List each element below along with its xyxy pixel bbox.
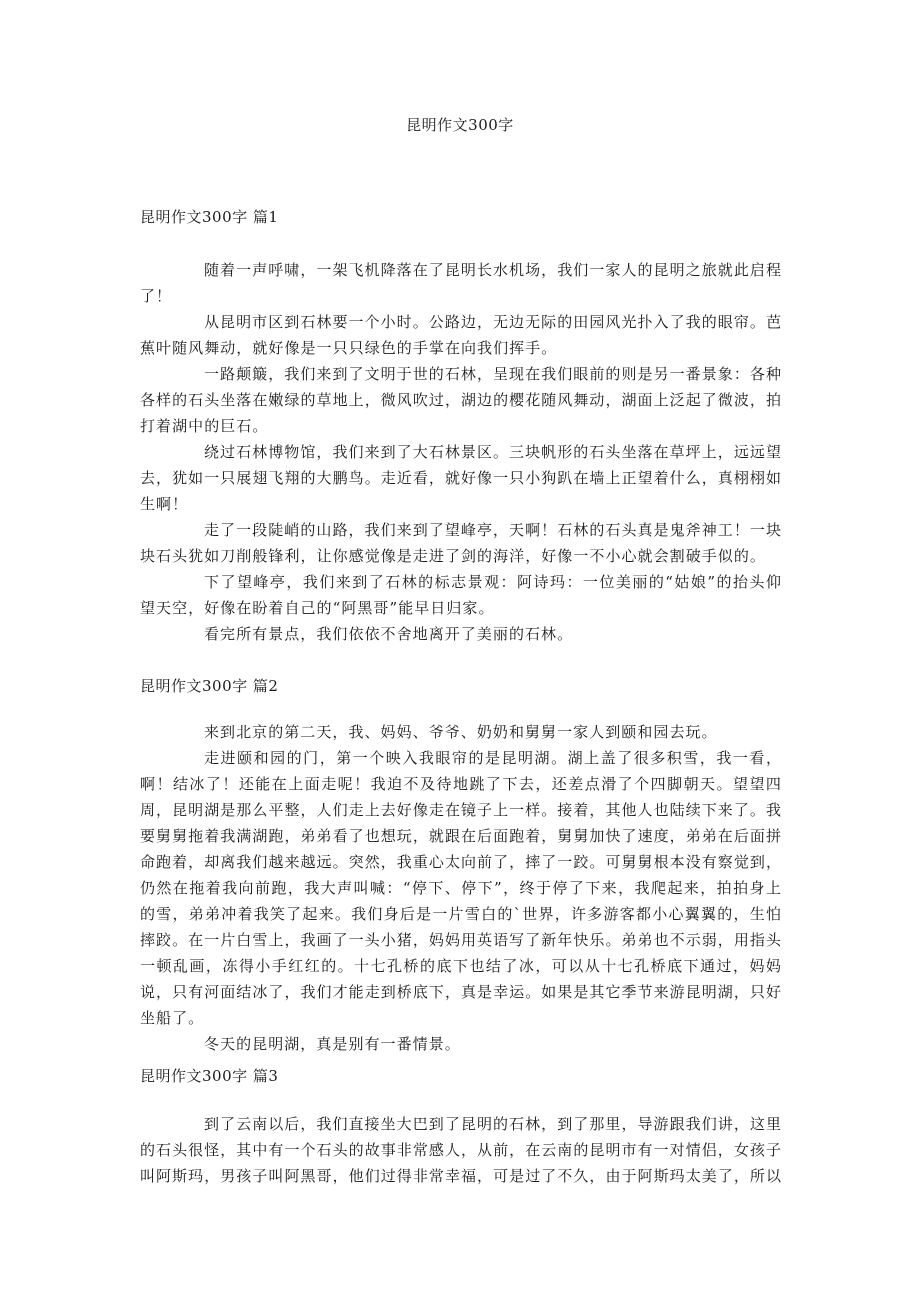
paragraph: 到了云南以后，我们直接坐大巴到了昆明的石林，到了那里，导游跟我们讲，这里的石头很怪，其中有一个石头的故事非常感人，从前，在云南的昆明市有一对情侣，女孩子叫阿斯玛，男孩子叫阿黑哥，他们过得非常幸福，可是过了不久，由于阿斯玛太美了，所以	[140, 1115, 783, 1185]
paragraph: 随着一声呼啸，一架飞机降落在了昆明长水机场，我们一家人的昆明之旅就此启程了！	[140, 261, 782, 305]
paragraph: 走进颐和园的门，第一个映入我眼帘的是昆明湖。湖上盖了很多积雪，我一看，啊！结冰了！还能在上面走呢！我迫不及待地跳了下去，还差点滑了个四脚朝天。望望四周，昆明湖是那么平整，人们走上去好像走在镜子上一样。接着，其他人也陆续下来了。我要舅舅拖着我满湖跑，弟弟看了也想玩，就跟在后面跑着，舅舅加快了速度，弟弟在后面拼命跑着，却离我们越来越远。突然，我重心太向前了，摔了一跤。可舅舅根本没有察觉到，仍然在拖着我向前跑，我大声叫喊：“停下、停下”，终于停了下来，我爬起来，拍拍身上的雪，弟弟冲着我笑了起来。我们身后是一片雪白的`世界，许多游客都小心翼翼的，生怕摔跤。在一片白雪上，我画了一头小猪，妈妈用英语写了新年快乐。弟弟也不示弱，用指头一顿乱画，冻得小手红红的。十七孔桥的底下也结了冰，可以从十七孔桥底下通过，妈妈说，只有河面结冰了，我们才能走到桥底下，真是幸运。如果是其它季节来游昆明湖，只好坐船了。	[140, 749, 783, 1027]
paragraph: 冬天的昆明湖，真是别有一番情景。	[204, 1035, 461, 1053]
paragraph: 绕过石林博物馆，我们来到了大石林景区。三块帆形的石头坐落在草坪上，远远望去，犹如一只展翅飞翔的大鹏鸟。走近看，就好像一只小狗趴在墙上正望着什么，真栩栩如生啊！	[140, 443, 783, 513]
document-title: 昆明作文300字	[406, 116, 514, 134]
section-heading: 昆明作文300字 篇1	[140, 208, 279, 226]
paragraph: 来到北京的第二天，我、妈妈、爷爷、奶奶和舅舅一家人到颐和园去玩。	[204, 723, 718, 741]
paragraph: 下了望峰亭，我们来到了石林的标志景观：阿诗玛：一位美丽的“姑娘”的抬头仰望天空，好像在盼着自己的“阿黑哥”能早日归家。	[140, 573, 782, 617]
section-body	[140, 719, 782, 1057]
paragraph: 看完所有景点，我们依依不舍地离开了美丽的石林。	[204, 625, 574, 643]
section-heading: 昆明作文300字 篇3	[140, 1067, 279, 1085]
paragraph: 从昆明市区到石林要一个小时。公路边，无边无际的田园风光扑入了我的眼帘。芭蕉叶随风舞动，就好像是一只只绿色的手掌在向我们挥手。	[140, 313, 782, 357]
paragraph: 一路颠簸，我们来到了文明于世的石林，呈现在我们眼前的则是另一番景象：各种各样的石头坐落在嫩绿的草地上，微风吹过，湖边的樱花随风舞动，湖面上泛起了微波，拍打着湖中的巨石。	[140, 365, 783, 435]
section-body	[140, 257, 782, 647]
paragraph: 走了一段陡峭的山路，我们来到了望峰亭，天啊！石林的石头真是鬼斧神工！一块块石头犹如刀削般锋利，让你感觉像是走进了剑的海洋，好像一不小心就会割破手似的。	[140, 521, 782, 565]
section-body	[140, 1111, 782, 1189]
section-heading: 昆明作文300字 篇2	[140, 677, 279, 695]
